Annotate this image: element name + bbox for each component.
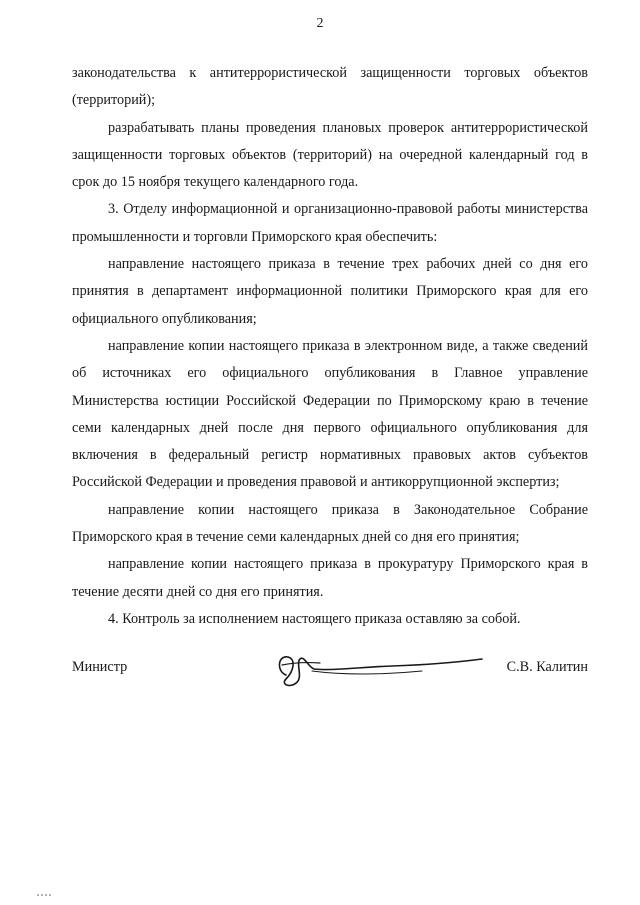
paragraph-department-duties: 3. Отделу информационной и организационно-правовой работы министерства промышленности и торговли Приморского края обеспечить: — [72, 201, 588, 245]
signatory-title: Министр — [72, 659, 128, 675]
handwritten-signature — [272, 645, 492, 693]
paragraph-legislation-continuation: законодательства к антитеррористической защищенности торговых объектов (территорий); — [72, 65, 588, 109]
paragraph-send-to-legislative-assembly: направление копии настоящего приказа в Законодательное Собрание Приморского края в течение семи календарных дней со дня его принятия; — [72, 501, 588, 546]
paragraph-send-to-ministry-of-justice: направление копии настоящего приказа в электронном виде, а также сведений об источниках его официального опубликования в Главное управление Министерства юстиции Российской Федерации по Приморскому краю в течение семи календарных дней после дня первого официального опубликования для включения в федеральный регистр нормативных правовых актов субъектов Российской Федерации и проведения правовой и антикоррупционной экспертиз; — [72, 337, 588, 491]
paragraph-control: 4. Контроль за исполнением настоящего приказа оставляю за собой. — [108, 610, 521, 627]
scan-artifact — [36, 893, 66, 897]
paragraph-send-to-prosecutor: направление копии настоящего приказа в прокуратуру Приморского края в течение десяти дней со дня его принятия. — [72, 556, 588, 600]
document-body — [72, 60, 588, 633]
page-number: 2 — [316, 16, 324, 31]
paragraph-inspection-plans: разрабатывать планы проведения плановых проверок антитеррористической защищенности торговых объектов (территорий) на очередной календарный год в срок до 15 ноября текущего календарного года. — [72, 119, 588, 191]
signatory-name: С.В. Калитин — [506, 659, 588, 675]
paragraph-send-for-publication: направление настоящего приказа в течение трех рабочих дней со дня его принятия в департамент информационной политики Приморского края для его официального опубликования; — [72, 256, 588, 327]
signature-block — [72, 645, 588, 695]
